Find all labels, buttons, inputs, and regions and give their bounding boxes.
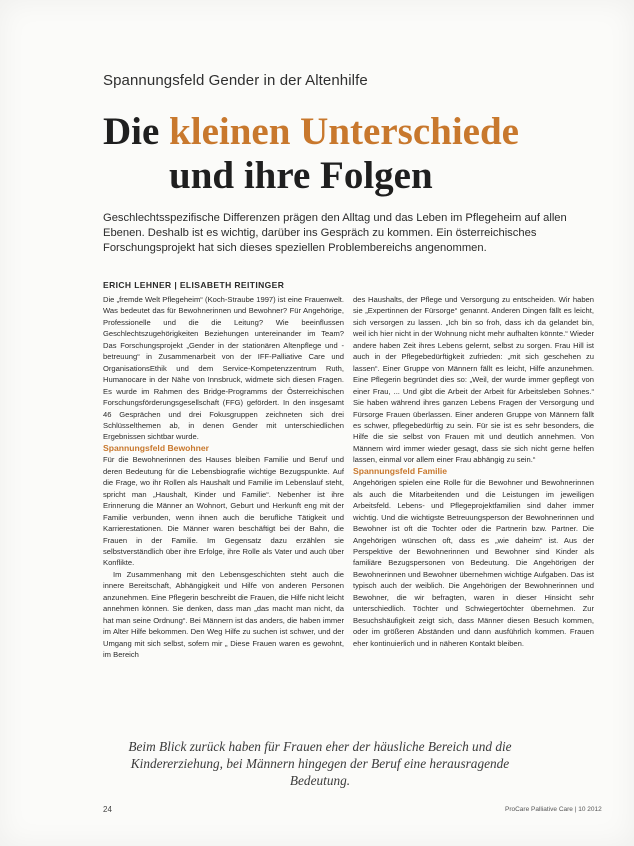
subhead-familie: Spannungsfeld Familie — [353, 465, 448, 476]
page-number: 24 — [103, 805, 112, 814]
article-title — [103, 110, 603, 198]
left-paragraph-3: Im Zusammenhang mit den Lebensgeschichten steht auch die innere Bereitschaft, Abhängigkeit und Hilfe von anderen Personen anzunehmen. Eine Pflegerin beschreibt die Frauen, die Hilfe nicht leicht annehmen können. Sie denken, dass man „das macht man nicht, da hat man seine Ordnung“. Bei Männern ist das anders, die haben immer im Alter Hilfe bekommen. Den Weg Hilfe zu suchen ist schwer, und der Umgang mit sich selbst, sofern mir „ Diese Frauen waren es gewohnt, im Bereich — [103, 569, 344, 660]
running-footer: ProCare Palliative Care | 10 2012 — [505, 806, 602, 813]
right-paragraph-2: Angehörigen spielen eine Rolle für die Bewohner und Bewohnerinnen als auch die Mitarbeitenden und die Leistungen im jeweiligen Arbeitsfeld. Lebens- und Pflegeprojektfamilien sind daher immer wichtig. Und die wichtigste Betreuungsperson der Bewohnerinnen und Bewohner ist oft die Tochter oder die Partnerin bzw. Partner. Die Angehörigen wünschen oft, dass es „wie daheim“ ist. Aus der Perspektive der Bewohnerinnen und Bewohner sind Kinder als familiäre Bezugspersonen von Bedeutung. Die Angehörigen der Bewohnerinnen und Bewohner übernehmen wichtige Aufgaben. Das ist typisch auch der weiblich. Die Angehörigen der Bewohnerinnen und Bewohner, die wir befragten, waren in dieser Hinsicht sehr unterschiedlich. Töchter und Schwiegertöchter übernehmen. Zur Besuchshäufigkeit zeigt sich, dass Männer diesen Besuch kommen, oder im größeren Abständen und dann ausführlich kommen. Frauen eher kontinuierlich und in näheren Kontakt bleiben. — [353, 478, 594, 648]
left-column — [103, 294, 344, 661]
left-intro-paragraph: Die „fremde Welt Pflegeheim“ (Koch-Straube 1997) ist eine Frauenwelt. Was bedeutet das für Bewohnerinnen und Bewohner? Für Angehörige, Professionelle und die die Leitung? Wie beeinflussen Geschlechtszugehörigkeiten Beziehungen untereinander im Team? Das Forschungsprojekt „Gender in der stationären Altenpflege und -betreuung“ in Zusammenarbeit von der IFF-Palliative Care und OrganisationsEthik und dem Service-Kompetenzzentrum Ruth, Humanocare in der Nähe von Innsbruck, widmete sich diesen Fragen. Es wurde im Rahmen des Bridge-Programms der Österreichischen Forschungsförderungsgesellschaft (FFG) gefördert. In den insgesamt 46 Gesprächen und drei Fokusgruppen zeichneten sich drei Schlüsselthemen ab, in denen Gender mit unterschiedlichen Ergebnissen sichtbar wurde. — [103, 295, 344, 442]
article-authors: ERICH LEHNER | ELISABETH REITINGER — [103, 280, 285, 290]
title-part1: Die — [103, 110, 170, 153]
left-paragraph-2: Für die Bewohnerinnen des Hauses bleiben Familie und Beruf und deren Bedeutung für die Lebensbiografie wichtige Bezugspunkte. Auf die Frage, wo ihr Rollen als Haushalt und Familie im Lebenslauf steht, spricht man „Haushalt, Kinder und Familie“. Nebenher ist ihre Erinnerung die Männer an Wohnort, Geburt und Herkunft eng mit der Familie verbunden, wenn ihnen auch die berufliche Tätigkeit und Karrierestationen. Die Männer waren beschäftigt bei der Bahn, die Frauen in der Familie. Im Gegensatz dazu erzählen sie selbstverständlich über ihre Erfolge, ihre Rolle als Vater und auch über Konflikte. — [103, 455, 344, 568]
pull-quote: Beim Blick zurück haben für Frauen eher der häusliche Bereich und die Kindererziehung, bei Männern hingegen der Beruf eine herausragende Bedeutung. — [128, 739, 512, 788]
article-kicker: Spannungsfeld Gender in der Altenhilfe — [103, 72, 368, 89]
subhead-bewohner: Spannungsfeld Bewohner — [103, 442, 209, 453]
title-line2: und ihre Folgen — [169, 154, 433, 197]
article-lead: Geschlechtsspezifische Differenzen prägen den Alltag und das Leben im Pflegeheim auf allen Ebenen. Deshalb ist es wichtig, darüber ins Gespräch zu kommen. Ein österreichisches Forschungsprojekt hat sich dieses speziellen Problembereichs angenommen. — [103, 212, 567, 255]
right-paragraph-1: des Haushalts, der Pflege und Versorgung zu entscheiden. Wir haben sie „Expertinnen der Fürsorge“ genannt. Anderen Dingen fällt es leicht, sich versorgen zu lassen. „Ich bin so froh, dass ich da gelandet bin, weil ich hier nicht in der Wohnung nicht mehr aufhalten könnte.“ Wieder andere haben Zeit ihres Lebens gelernt, selbst zu sorgen. Frau Hill ist auch in der Pflegebedürftigkeit zufrieden: „mit sich geschehen zu lassen“. Einer Gruppe von Männern fällt es leicht, Hilfe anzunehmen. Eine Pflegerin begründet dies so: „Weil, der wurde immer gepflegt von einer Frau, ... Und gibt die Arbeit der Arbeit für Arbeitsleben Sohnes.“ Sie haben während ihres ganzen Lebens Fragen der Versorgung und Fürsorge Frauen überlassen. Einer anderen Gruppe von Männern fällt es schwer, pflegebedürftig zu sein. Für sie ist es sehr besonders, die Hilfe die sie selbst von Frauen mit und deutlich annehmen. Von Männern wird immer wieder gesagt, dass sie sich nicht gerne helfen lassen, einmal vor allem einer Frau abhängig zu sein.“ — [353, 295, 594, 465]
title-highlight: kleinen Unterschiede — [169, 110, 519, 153]
right-column — [353, 294, 594, 649]
